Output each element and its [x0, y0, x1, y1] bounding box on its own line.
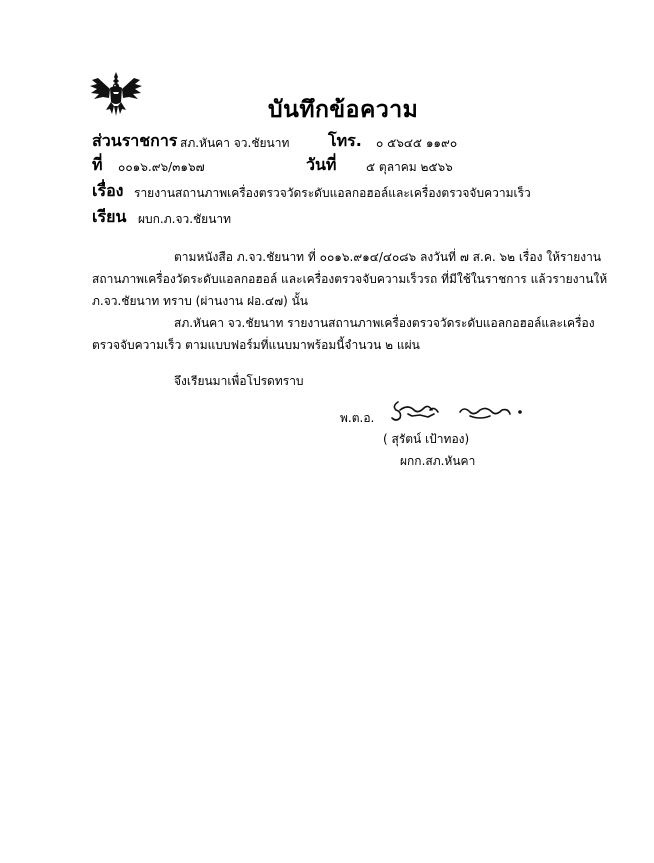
body-para2-line2: ตรวจจับความเร็ว ตามแบบฟอร์มที่แนบมาพร้อมนี้จำนวน ๒ แผ่น — [92, 338, 420, 352]
signer-name: ( สุรัตน์ เป้าทอง) — [383, 432, 470, 446]
ref-value: ๐๐๑๖.๙๖/๓๑๖๗ — [118, 160, 205, 174]
ref-label: ที่ — [92, 155, 103, 174]
closing-text: จึงเรียนมาเพื่อโปรดทราบ — [174, 374, 304, 388]
to-value: ผบก.ภ.จว.ชัยนาท — [138, 212, 232, 226]
garuda-emblem-icon — [88, 70, 144, 118]
memo-title: บันทึกข้อความ — [268, 97, 419, 123]
handwritten-signature-icon — [368, 396, 538, 426]
subject-label: เรื่อง — [92, 181, 124, 200]
body-para1-line3: ภ.จว.ชัยนาท ทราบ (ผ่านงาน ฝอ.๔๗) นั้น — [92, 294, 309, 308]
body-para1-line2: สถานภาพเครื่องวัดระดับแอลกอฮอล์ และเครื่องตรวจจับความเร็วรถ ที่มีใช้ในราชการ แล้วรายงานให้ — [92, 272, 608, 286]
phone-value: ๐ ๕๖๔๕ ๑๑๙๐ — [376, 136, 458, 150]
signer-position: ผกก.สภ.หันคา — [400, 454, 476, 468]
body-para1-line1: ตามหนังสือ ภ.จว.ชัยนาท ที่ ๐๐๑๖.๙๑๔/๔๐๘๖ ลงวันที่ ๗ ส.ค. ๖๒ เรื่อง ให้รายงาน — [174, 250, 602, 264]
body-para2-line1: สภ.หันคา จว.ชัยนาท รายงานสถานภาพเครื่องตรวจวัดระดับแอลกอฮอล์และเครื่อง — [174, 316, 595, 330]
to-label: เรียน — [92, 207, 127, 226]
signature-rank: พ.ต.อ. — [340, 411, 375, 425]
department-label: ส่วนราชการ — [92, 131, 178, 150]
phone-label: โทร. — [328, 131, 362, 150]
subject-value: รายงานสถานภาพเครื่องตรวจวัดระดับแอลกอฮอล์และเครื่องตรวจจับความเร็ว — [134, 186, 531, 200]
date-label: วันที่ — [306, 155, 337, 174]
department-value: สภ.หันคา จว.ชัยนาท — [180, 136, 290, 150]
date-value: ๕ ตุลาคม ๒๕๖๖ — [366, 160, 453, 174]
